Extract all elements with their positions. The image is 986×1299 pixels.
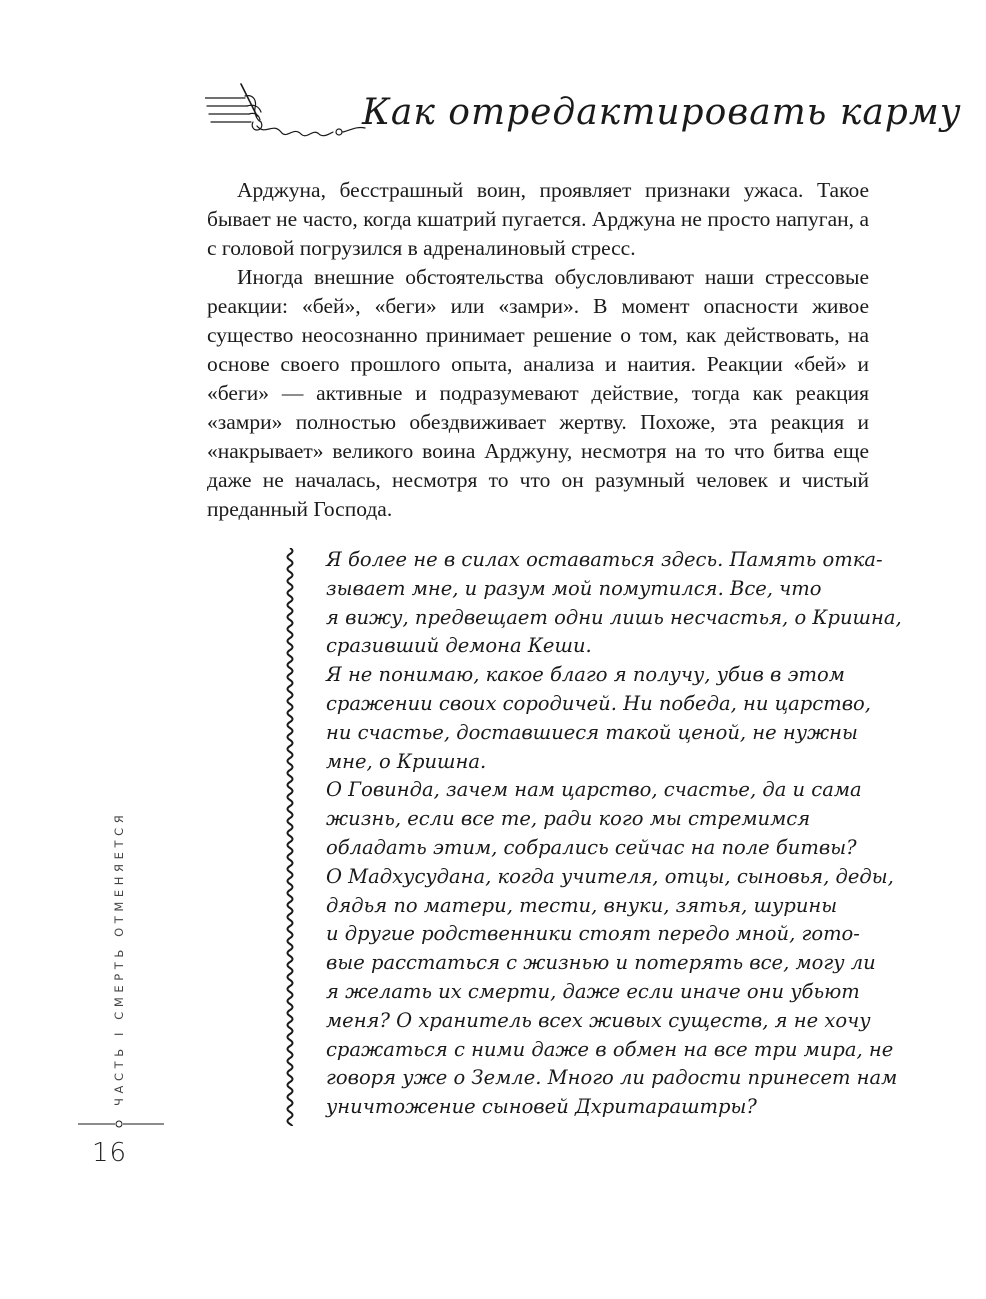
quote-line: Я более не в силах оставаться здесь. Память отка- <box>326 548 883 571</box>
quote-line: мне, о Кришна. <box>326 749 487 773</box>
paragraph: Арджуна, бесстрашный воин, проявляет признаки ужаса. Такое бывает не часто, когда кшатрий пугается. Арджуна не просто напуган, а с головой погрузился в адреналиновый стресс. <box>207 178 869 260</box>
paragraph: Иногда внешние обстоятельства обусловливают наши стрессовые реакции: «бей», «беги» или «замри». В момент опасности живое существо неосознанно принимает решение о том, как действовать, на основе своего прошлого опыта, анализа и наития. Реакции «бей» и «беги» — активные и подразумевают действие, тогда как реакция «замри» полностью обездвиживает жертву. Похоже, эта реакция и «накрывает» великого воина Арджуну, несмотря на то что битва еще даже не началась, несмотря то что он разумный человек и чистый преданный Господа. <box>207 265 869 521</box>
quote-line: Я не понимаю, какое благо я получу, убив в этом <box>326 663 845 687</box>
quote-line: сражаться с ними даже в обмен на все три мира, не <box>326 1037 894 1061</box>
quote-line: меня? О хранитель всех живых существ, я не хочу <box>326 1008 871 1032</box>
quote-line: сражении своих сородичей. Ни победа, ни царство, <box>326 691 871 715</box>
section-running-title: ЧАСТЬ I СМЕРТЬ ОТМЕНЯЕТСЯ <box>112 810 126 1106</box>
body-text <box>207 176 869 524</box>
quote-line: я желать их смерти, даже если иначе они убьют <box>326 979 860 1003</box>
quote-line: ни счастье, доставшиеся такой ценой, не нужны <box>326 720 858 744</box>
folio-rule <box>78 1118 164 1130</box>
wavy-quote-rule <box>283 548 297 1126</box>
page-number: 16 <box>92 1138 128 1168</box>
quote-line: я вижу, предвещает одни лишь несчастья, о Кришна, <box>326 605 902 629</box>
quote-line: и другие родственники стоят передо мной, гото- <box>326 922 860 946</box>
scripture-quote <box>326 546 902 1122</box>
quote-line: дядья по матери, тести, внуки, зятья, шурины <box>326 893 838 917</box>
quote-line: О Мадхусудана, когда учителя, отцы, сыновья, деды, <box>326 864 894 888</box>
quote-line: вые расстаться с жизнью и потерять все, могу ли <box>326 951 876 975</box>
quote-line: жизнь, если все те, ради кого мы стремимся <box>326 807 811 831</box>
quote-line: зывает мне, и разум мой помутился. Все, что <box>326 576 822 600</box>
quote-line: обладать этим, собрались сейчас на поле битвы? <box>326 835 857 859</box>
quote-line: уничтожение сыновей Дхритараштры? <box>326 1095 757 1119</box>
hand-with-pen-icon <box>205 82 385 148</box>
running-title: Как отредактировать карму <box>362 92 962 133</box>
quote-line: О Говинда, зачем нам царство, счастье, да и сама <box>326 778 862 802</box>
quote-line: сразивший демона Кеши. <box>326 634 592 658</box>
quote-line: говоря уже о Земле. Много ли радости принесет нам <box>326 1066 898 1090</box>
